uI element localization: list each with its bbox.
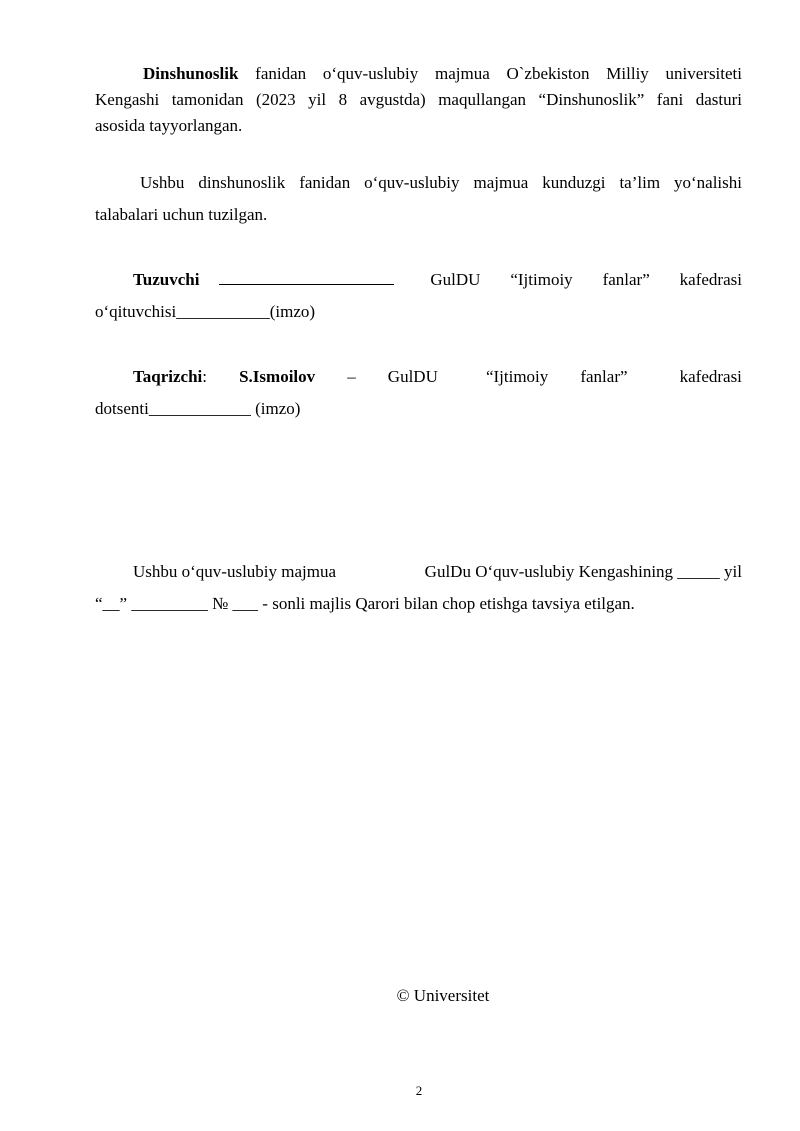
author-label: Tuzuvchi [133, 270, 200, 289]
intro-line-3-text: asosida tayyorlangan. [95, 116, 243, 135]
reviewer-org: GulDU [387, 367, 438, 386]
approval-paragraph [95, 556, 742, 620]
author-label-group [133, 264, 400, 296]
page-number: 2 [415, 1083, 423, 1098]
copyright-notice: © Universitet [396, 986, 490, 1005]
author-line-1 [95, 264, 742, 296]
approval-line-1-b: GulDu O‘quv-uslubiy Kengashining _____ yil [424, 562, 742, 581]
reviewer-label-group [133, 361, 207, 393]
author-section [95, 264, 742, 328]
author-line-2 [95, 296, 742, 328]
reviewer-name: S.Ismoilov [239, 367, 316, 386]
approval-line-2-text: “__” _________ № ___ - sonli majlis Qarori bilan chop etishga tavsiya etilgan. [95, 594, 635, 613]
reviewer-dash: – [347, 367, 356, 386]
reviewer-section [95, 361, 742, 425]
intro-line-2 [95, 87, 742, 113]
author-dept-3: kafedrasi [679, 270, 742, 289]
intro-line-1 [95, 61, 742, 87]
intro-paragraph [95, 61, 742, 139]
approval-line-2 [95, 588, 742, 620]
intro-line-3 [95, 113, 742, 139]
reviewer-colon: : [202, 367, 208, 386]
author-org: GulDU [430, 270, 481, 289]
reviewer-line-2 [95, 393, 742, 425]
reviewer-dept: “Ijtimoiy [485, 367, 549, 386]
author-position: o‘qituvchisi___________(imzo) [95, 302, 316, 321]
approval-line-1-a: Ushbu o‘quv-uslubiy majmua [133, 562, 337, 581]
reviewer-position: dotsenti____________ (imzo) [95, 399, 301, 418]
subject-name: Dinshunoslik [143, 64, 239, 83]
purpose-paragraph [95, 167, 742, 231]
author-signature-line [219, 283, 394, 285]
purpose-line-2 [95, 199, 742, 231]
purpose-line-2-text: talabalari uchun tuzilgan. [95, 205, 268, 224]
reviewer-dept-3: kafedrasi [679, 367, 742, 386]
intro-line-2-text: Kengashi tamonidan (2023 yil 8 avgustda) maqullangan “Dinshunoslik” fani dasturi [95, 90, 742, 109]
purpose-line-1-text: Ushbu dinshunoslik fanidan o‘quv-uslubiy majmua kunduzgi ta’lim yo‘nalishi [140, 173, 742, 192]
reviewer-line-1 [95, 361, 742, 393]
intro-line-1-text: fanidan o‘quv-uslubiy majmua O`zbekiston Milliy universiteti [238, 64, 742, 83]
approval-line-1 [95, 556, 742, 588]
author-dept: “Ijtimoiy [510, 270, 573, 289]
reviewer-dept-2: fanlar” [580, 367, 628, 386]
author-dept-2: fanlar” [602, 270, 650, 289]
reviewer-label: Taqrizchi [133, 367, 203, 386]
purpose-line-1 [95, 167, 742, 199]
